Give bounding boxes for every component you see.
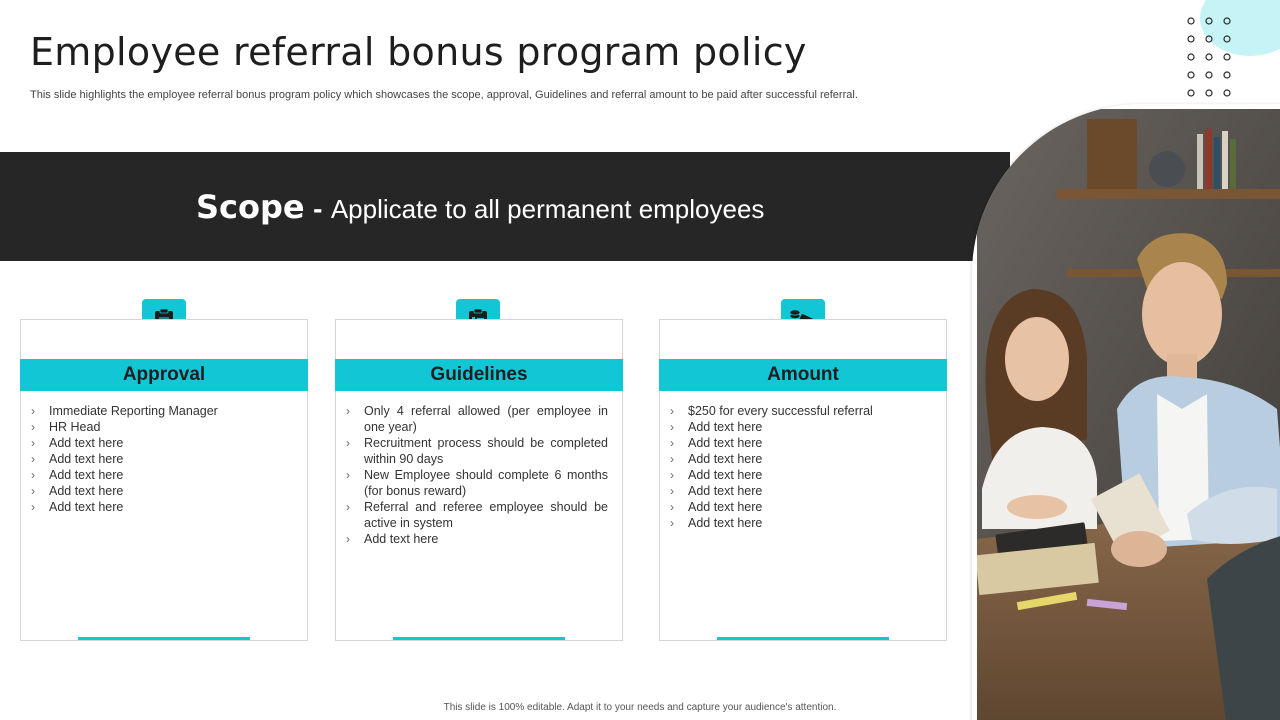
list-item: › Add text here (668, 467, 932, 483)
approval-list (29, 403, 293, 515)
footer-note: This slide is 100% editable. Adapt it to your needs and capture your audience's attention. (443, 702, 837, 713)
list-item: › Recruitment process should be completed within 90 days (344, 435, 608, 467)
list-item: › Referral and referee employee should be active in system (344, 499, 608, 531)
amount-card (659, 319, 947, 641)
scope-description: Applicate to all permanent employees (330, 194, 765, 224)
list-item: › Add text here (668, 499, 932, 515)
card-accent-line (78, 637, 250, 640)
list-item: › Add text here (668, 435, 932, 451)
list-item: › Add text here (668, 483, 932, 499)
scope-dash: - (313, 193, 323, 224)
list-item: › Add text here (668, 419, 932, 435)
team-photo-frame (972, 104, 1280, 720)
guidelines-list (344, 403, 608, 547)
list-item: › $250 for every successful referral (668, 403, 932, 419)
guidelines-card-title: Guidelines (335, 359, 623, 391)
approval-card (20, 319, 308, 641)
list-item: › Add text here (29, 435, 293, 451)
page-title: Employee referral bonus program policy (30, 30, 807, 74)
page-subtitle: This slide highlights the employee referral bonus program policy which showcases the scope, approval, Guidelines and referral amount to be paid after successful referral. (30, 89, 858, 101)
card-accent-line (393, 637, 565, 640)
amount-list (668, 403, 932, 531)
list-item: › Immediate Reporting Manager (29, 403, 293, 419)
card-accent-line (717, 637, 889, 640)
team-meeting-photo (977, 109, 1280, 720)
list-item: › HR Head (29, 419, 293, 435)
approval-card-title: Approval (20, 359, 308, 391)
list-item: › Add text here (29, 499, 293, 515)
guidelines-card (335, 319, 623, 641)
list-item: › Add text here (344, 531, 608, 547)
list-item: › New Employee should complete 6 months (for bonus reward) (344, 467, 608, 499)
decorative-dot-grid (1184, 14, 1234, 98)
amount-card-title: Amount (659, 359, 947, 391)
list-item: › Only 4 referral allowed (per employee in one year) (344, 403, 608, 435)
scope-label: Scope (196, 188, 305, 226)
list-item: › Add text here (668, 451, 932, 467)
list-item: › Add text here (29, 467, 293, 483)
list-item: › Add text here (29, 451, 293, 467)
scope-statement (196, 188, 764, 226)
list-item: › Add text here (668, 515, 932, 531)
list-item: › Add text here (29, 483, 293, 499)
